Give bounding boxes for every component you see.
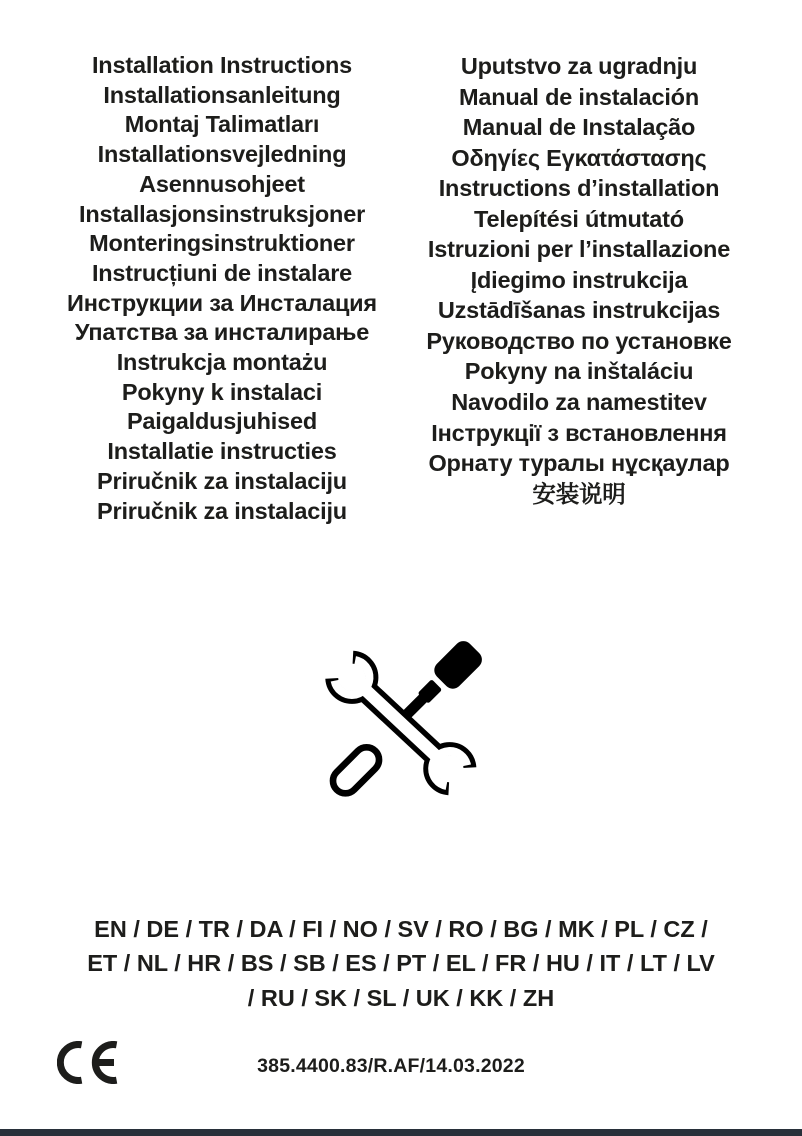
title-line: Installatie instructies [107,438,337,465]
title-line: Telepítési útmutató [474,205,684,232]
title-line: Įdiegimo instrukcija [470,266,688,293]
title-line: Руководство по установке [426,327,732,354]
wrench-and-screwdriver-icon [317,640,483,806]
title-line: Montaj Talimatları [124,111,320,138]
title-line: Упатства за инсталирање [74,319,370,346]
title-line: Installationsvejledning [97,141,347,168]
title-line: 安装说明 [532,480,626,507]
language-codes-line: ET / NL / HR / BS / SB / ES / PT / EL / FR / HU / IT / LT / LV [87,950,715,977]
title-line: Priručnik za instalaciju [97,467,347,494]
title-line: Pokyny k instalaci [121,378,323,405]
title-line: Орнату туралы нұсқаулар [428,450,730,477]
title-line: Manual de instalación [459,83,699,110]
title-column-left [25,51,419,526]
title-line: Instrukcja montażu [116,349,328,376]
title-line: Navodilo za namestitev [451,389,707,416]
title-line: Інструкції з встановлення [431,419,727,446]
bottom-bar [0,1129,802,1136]
title-line: Uputstvo za ugradnju [460,53,698,79]
title-line: Istruzioni per l’installazione [427,236,731,263]
title-line: Monteringsinstruktioner [89,230,355,257]
title-line: Uzstādīšanas instrukcijas [437,297,721,324]
language-codes-line: / RU / SK / SL / UK / KK / ZH [247,984,555,1011]
title-line: Instructions d’installation [438,175,720,202]
language-codes-line: EN / DE / TR / DA / FI / NO / SV / RO / BG / MK / PL / CZ / [94,916,708,942]
title-column-right [399,51,759,509]
title-line: Priručnik za instalaciju [97,497,347,524]
title-line: Paigaldusjuhised [126,408,318,435]
title-line: Pokyny na inštaláciu [464,358,694,385]
title-line: Οδηγίες Εγκατάστασης [451,144,707,171]
title-line: Instrucțiuni de instalare [91,259,353,286]
title-line: Asennusohjeet [139,170,305,197]
title-line: Manual de Instalação [462,114,696,141]
title-line: Инструкции за Инсталация [67,289,377,316]
title-line: Installation Instructions [91,52,353,78]
title-line: Installasjonsinstruksjoner [78,200,366,227]
title-line: Installationsanleitung [103,81,341,108]
document-code: 385.4400.83/R.AF/14.03.2022 [257,1055,525,1077]
language-codes [0,912,802,1015]
